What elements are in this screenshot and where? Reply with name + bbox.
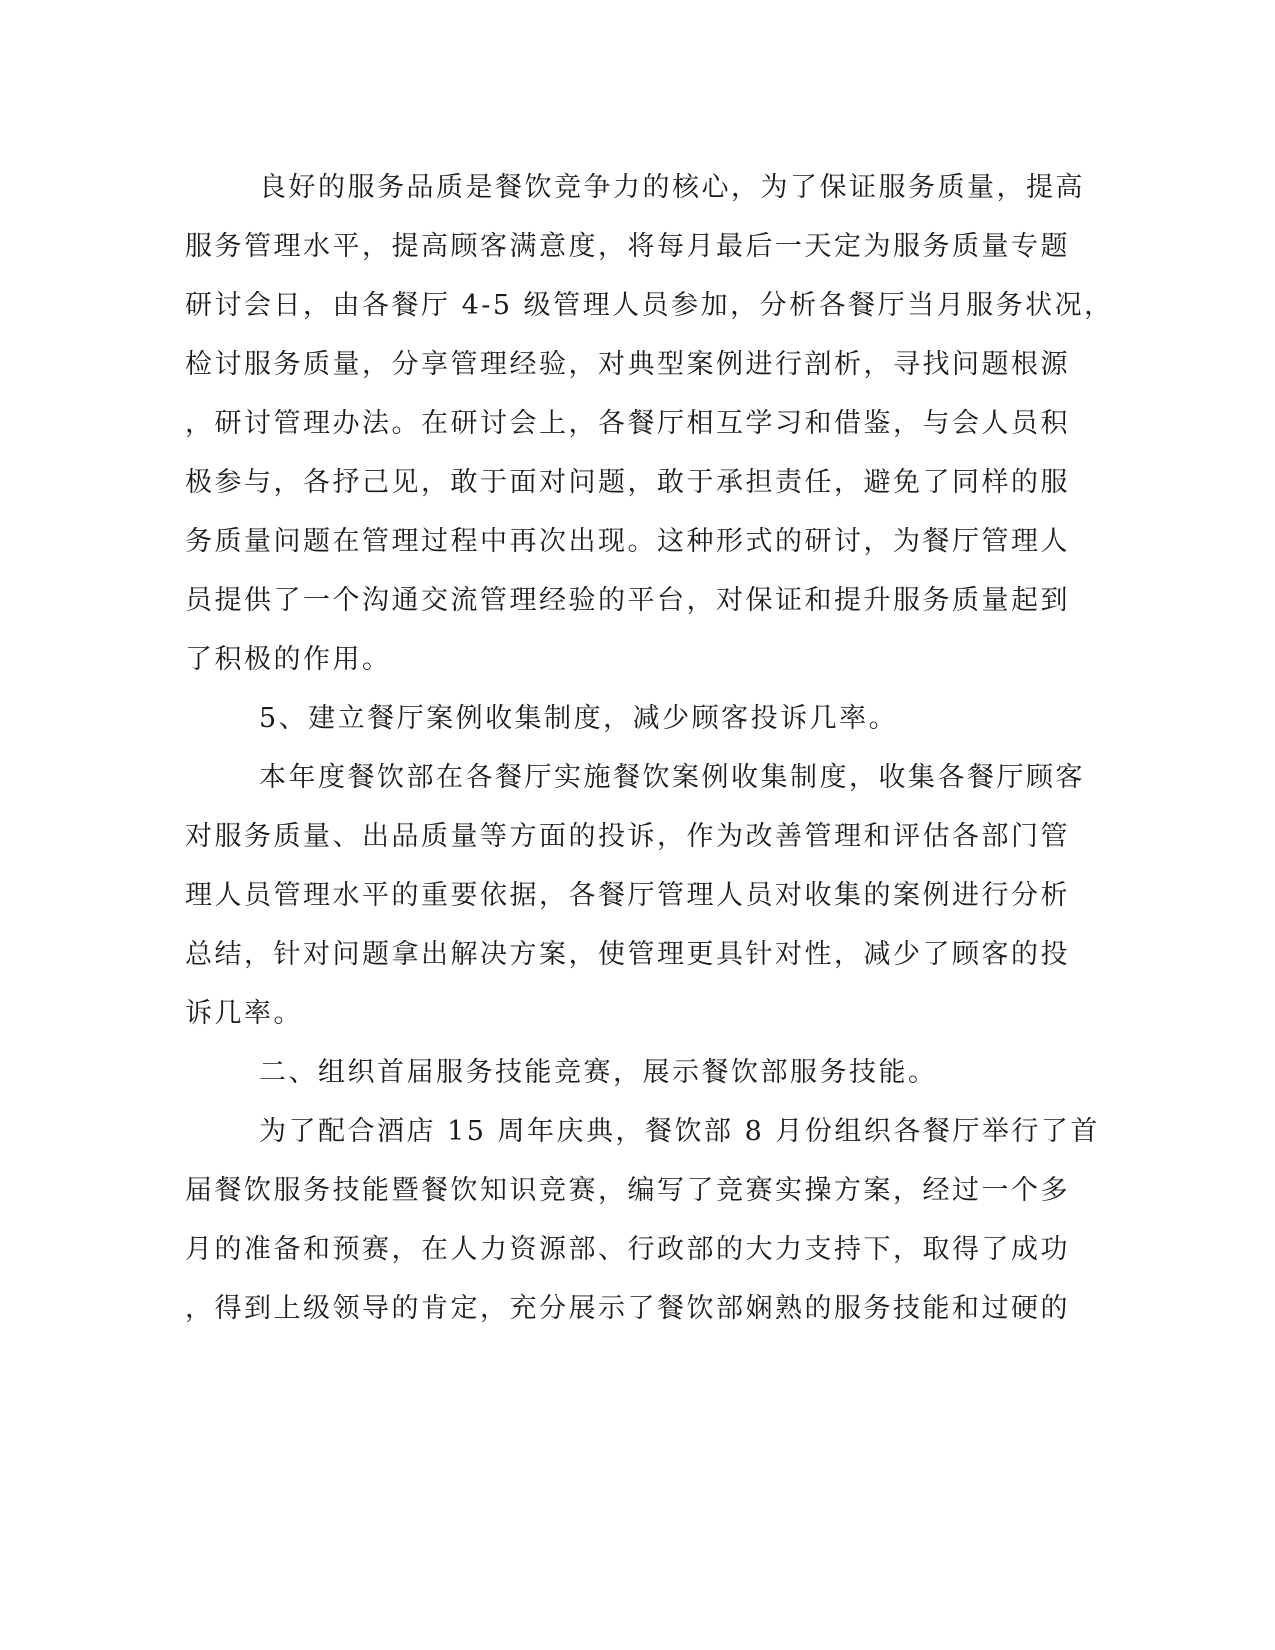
text-line: 了积极的作用。	[185, 644, 392, 675]
text-line: 为了配合酒店 15 周年庆典，餐饮部 8 月份组织各餐厅举行了首	[259, 1116, 1100, 1147]
text-line: 诉几率。	[185, 998, 303, 1029]
text-line: 对服务质量、出品质量等方面的投诉，作为改善管理和评估各部门管	[185, 821, 1070, 852]
text-line: 月的准备和预赛，在人力资源部、行政部的大力支持下，取得了成功	[185, 1234, 1070, 1265]
text-line: 总结，针对问题拿出解决方案，使管理更具针对性，减少了顾客的投	[185, 939, 1070, 970]
text-line: 务质量问题在管理过程中再次出现。这种形式的研讨，为餐厅管理人	[185, 526, 1070, 557]
text-line: 服务管理水平，提高顾客满意度，将每月最后一天定为服务质量专题	[185, 231, 1070, 262]
text-line: 研讨会日，由各餐厅 4-5 级管理人员参加，分析各餐厅当月服务状况，	[185, 290, 1114, 321]
document-body	[185, 158, 1114, 1338]
text-line: 本年度餐饮部在各餐厅实施餐饮案例收集制度，收集各餐厅顾客	[259, 762, 1085, 793]
text-line: 届餐饮服务技能暨餐饮知识竞赛，编写了竞赛实操方案，经过一个多	[185, 1175, 1070, 1206]
text-line: 理人员管理水平的重要依据，各餐厅管理人员对收集的案例进行分析	[185, 880, 1070, 911]
text-line: ，得到上级领导的肯定，充分展示了餐饮部娴熟的服务技能和过硬的	[185, 1293, 1070, 1324]
text-line: 检讨服务质量，分享管理经验，对典型案例进行剖析，寻找问题根源	[185, 349, 1070, 380]
text-line: 员提供了一个沟通交流管理经验的平台，对保证和提升服务质量起到	[185, 585, 1070, 616]
section-heading: 5、建立餐厅案例收集制度，减少顾客投诉几率。	[259, 703, 899, 734]
section-heading: 二、组织首届服务技能竞赛，展示餐饮部服务技能。	[259, 1057, 938, 1088]
text-line: ，研讨管理办法。在研讨会上，各餐厅相互学习和借鉴，与会人员积	[185, 408, 1070, 439]
text-line: 良好的服务品质是餐饮竞争力的核心，为了保证服务质量，提高	[259, 172, 1085, 203]
text-line: 极参与，各抒己见，敢于面对问题，敢于承担责任，避免了同样的服	[185, 467, 1070, 498]
